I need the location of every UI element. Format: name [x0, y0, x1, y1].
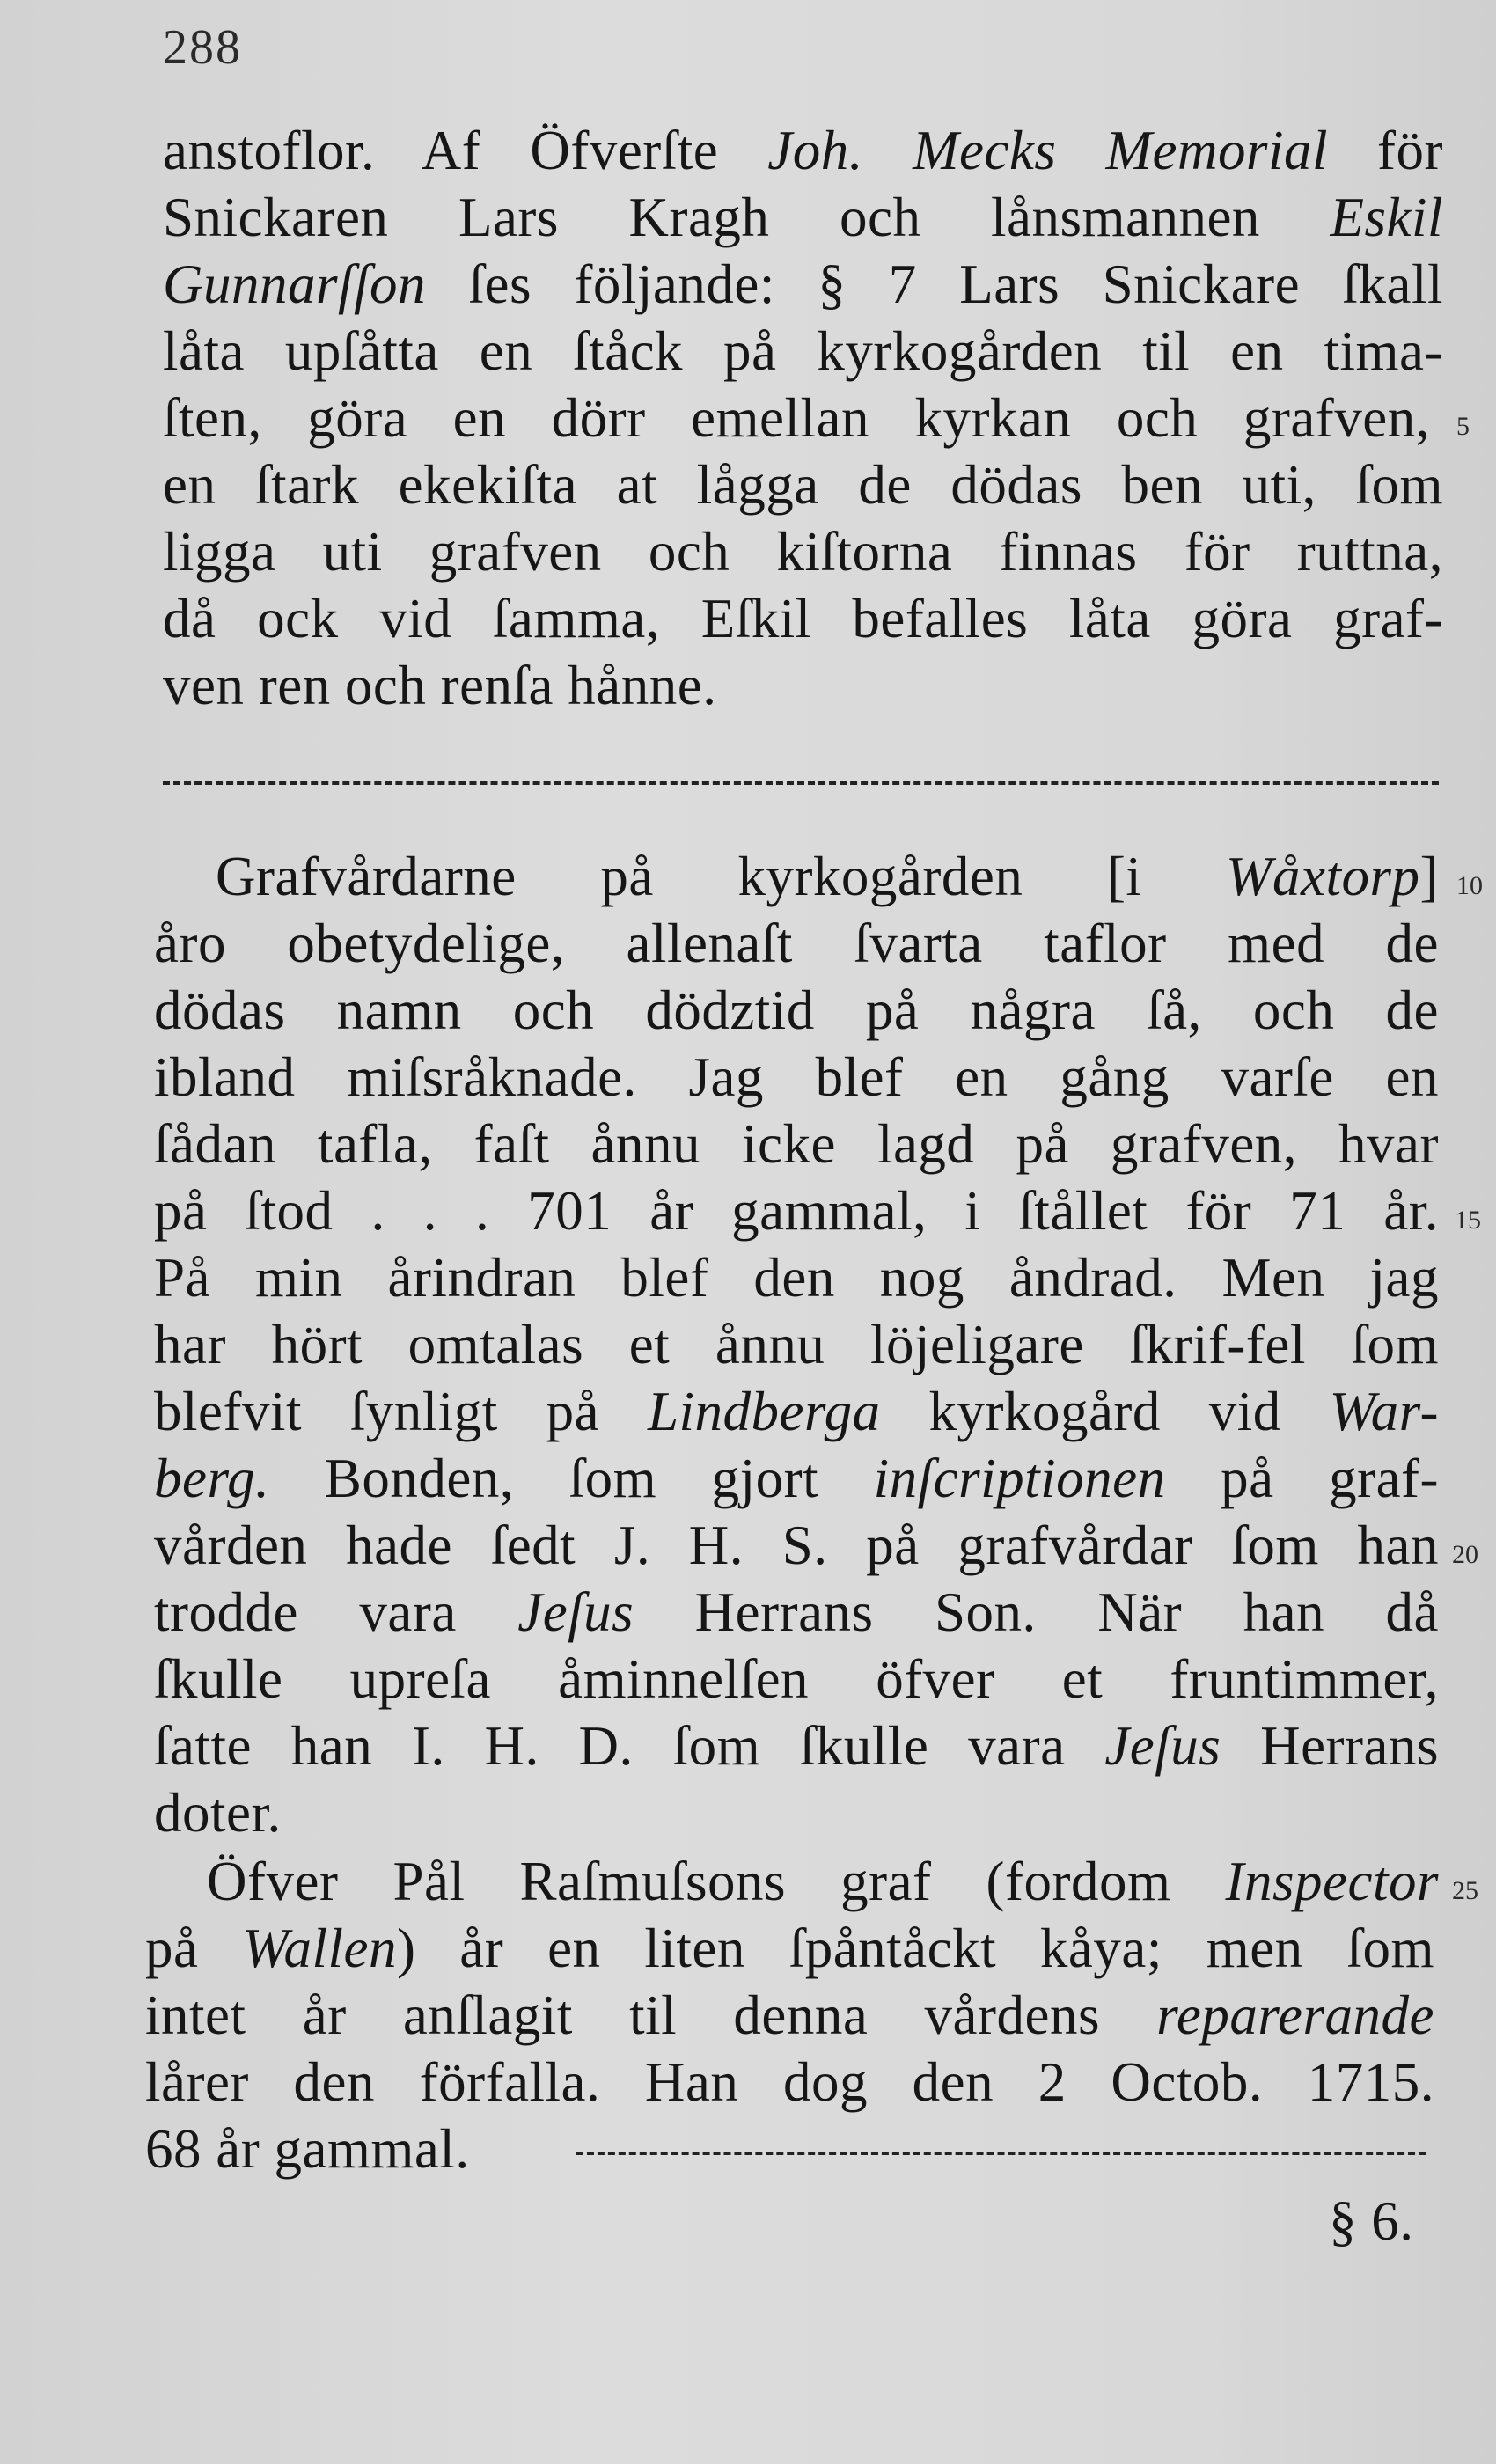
text-line: ſådan tafla, faſt ånnu icke lagd på grafven, hvar — [154, 1113, 1439, 1175]
text-line: på ſtod . . . 701 år gammal, i ſtållet för 71 år. — [154, 1180, 1439, 1242]
margin-line-number: 20 — [1452, 1540, 1478, 1569]
text-line: har hört omtalas et ånnu löjeligare ſkrif-fel ſom — [154, 1314, 1439, 1375]
italic-text: inſcriptionen — [873, 1448, 1166, 1509]
italic-text: Joh. Mecks Memorial — [767, 120, 1328, 181]
text-line: ſatte han I. H. D. ſom ſkulle vara Jeſus Herrans — [154, 1715, 1439, 1777]
italic-text: reparerande — [1156, 1984, 1434, 2046]
italic-text: War- — [1329, 1381, 1439, 1442]
text-line: berg. Bonden, ſom gjort inſcriptionen på graf- — [154, 1448, 1439, 1509]
text-line: doter. — [154, 1782, 282, 1844]
italic-text: Wåxtorp — [1226, 846, 1420, 907]
margin-line-number: 10 — [1456, 871, 1483, 900]
text-line: ligga uti grafven och kiſtorna finnas för ruttna, — [163, 521, 1443, 583]
text-line: ſkulle upreſa åminnelſen öfver et fruntimmer, — [154, 1648, 1439, 1710]
text-line: blefvit ſynligt på Lindberga kyrkogård vid War- — [154, 1381, 1439, 1442]
text-line: ſten, göra en dörr emellan kyrkan och grafven, — [163, 387, 1430, 449]
italic-text: Jeſus — [517, 1581, 634, 1643]
text-line: dödas namn och dödztid på några ſå, och de — [154, 979, 1439, 1041]
text-line: trodde vara Jeſus Herrans Son. När han då — [154, 1581, 1439, 1643]
italic-text: Gunnarſſon — [163, 253, 427, 315]
italic-text: Wallen — [242, 1918, 397, 1979]
text-line: vården hade ſedt J. H. S. på grafvårdar ſom han — [154, 1514, 1439, 1576]
text-line: ibland miſsråknade. Jag blef en gång varſe en — [154, 1046, 1439, 1108]
page-number: 288 — [163, 20, 242, 75]
dashed-separator — [163, 781, 1439, 785]
dashed-separator — [576, 2152, 1426, 2155]
text-line: åro obetydelige, allenaſt ſvarta taflor med de — [154, 913, 1439, 974]
italic-text: Inspector — [1225, 1851, 1439, 1912]
text-line: en ſtark ekekiſta at lågga de dödas ben uti, ſom — [163, 454, 1443, 516]
text-line: Grafvårdarne på kyrkogården [i Wåxtorp] — [216, 846, 1439, 907]
text-line: anstoflor. Af Öfverſte Joh. Mecks Memorial för — [163, 120, 1444, 181]
section-marker: § 6. — [1329, 2190, 1414, 2252]
text-line: på Wallen) år en liten ſpåntåckt kåya; men ſom — [145, 1918, 1435, 1979]
text-line: Öfver Pål Raſmuſsons graf (fordom Inspector — [207, 1851, 1439, 1912]
italic-text: berg. — [154, 1448, 270, 1509]
margin-line-number: 5 — [1456, 412, 1470, 441]
text-line: lårer den förfalla. Han dog den 2 Octob. 1715. — [145, 2051, 1434, 2113]
text-line: På min årindran blef den nog åndrad. Men jag — [154, 1247, 1439, 1309]
margin-line-number: 25 — [1452, 1876, 1478, 1905]
text-line: Snickaren Lars Kragh och lånsmannen Eskil — [163, 187, 1443, 248]
italic-text: Jeſus — [1104, 1715, 1221, 1777]
italic-text: Eskil — [1330, 187, 1443, 248]
text-line: låta upſåtta en ſtåck på kyrkogården til en tima- — [163, 320, 1443, 382]
text-line: Gunnarſſon ſes följande: § 7 Lars Snickare ſkall — [163, 253, 1443, 315]
text-line: 68 år gammal. — [145, 2118, 470, 2180]
italic-text: Lindberga — [647, 1381, 881, 1442]
text-line: ven ren och renſa hånne. — [163, 655, 717, 716]
margin-line-number: 15 — [1455, 1206, 1481, 1235]
text-line: då ock vid ſamma, Eſkil befalles låta göra graf- — [163, 588, 1443, 649]
text-line: intet år anſlagit til denna vårdens reparerande — [145, 1984, 1434, 2046]
